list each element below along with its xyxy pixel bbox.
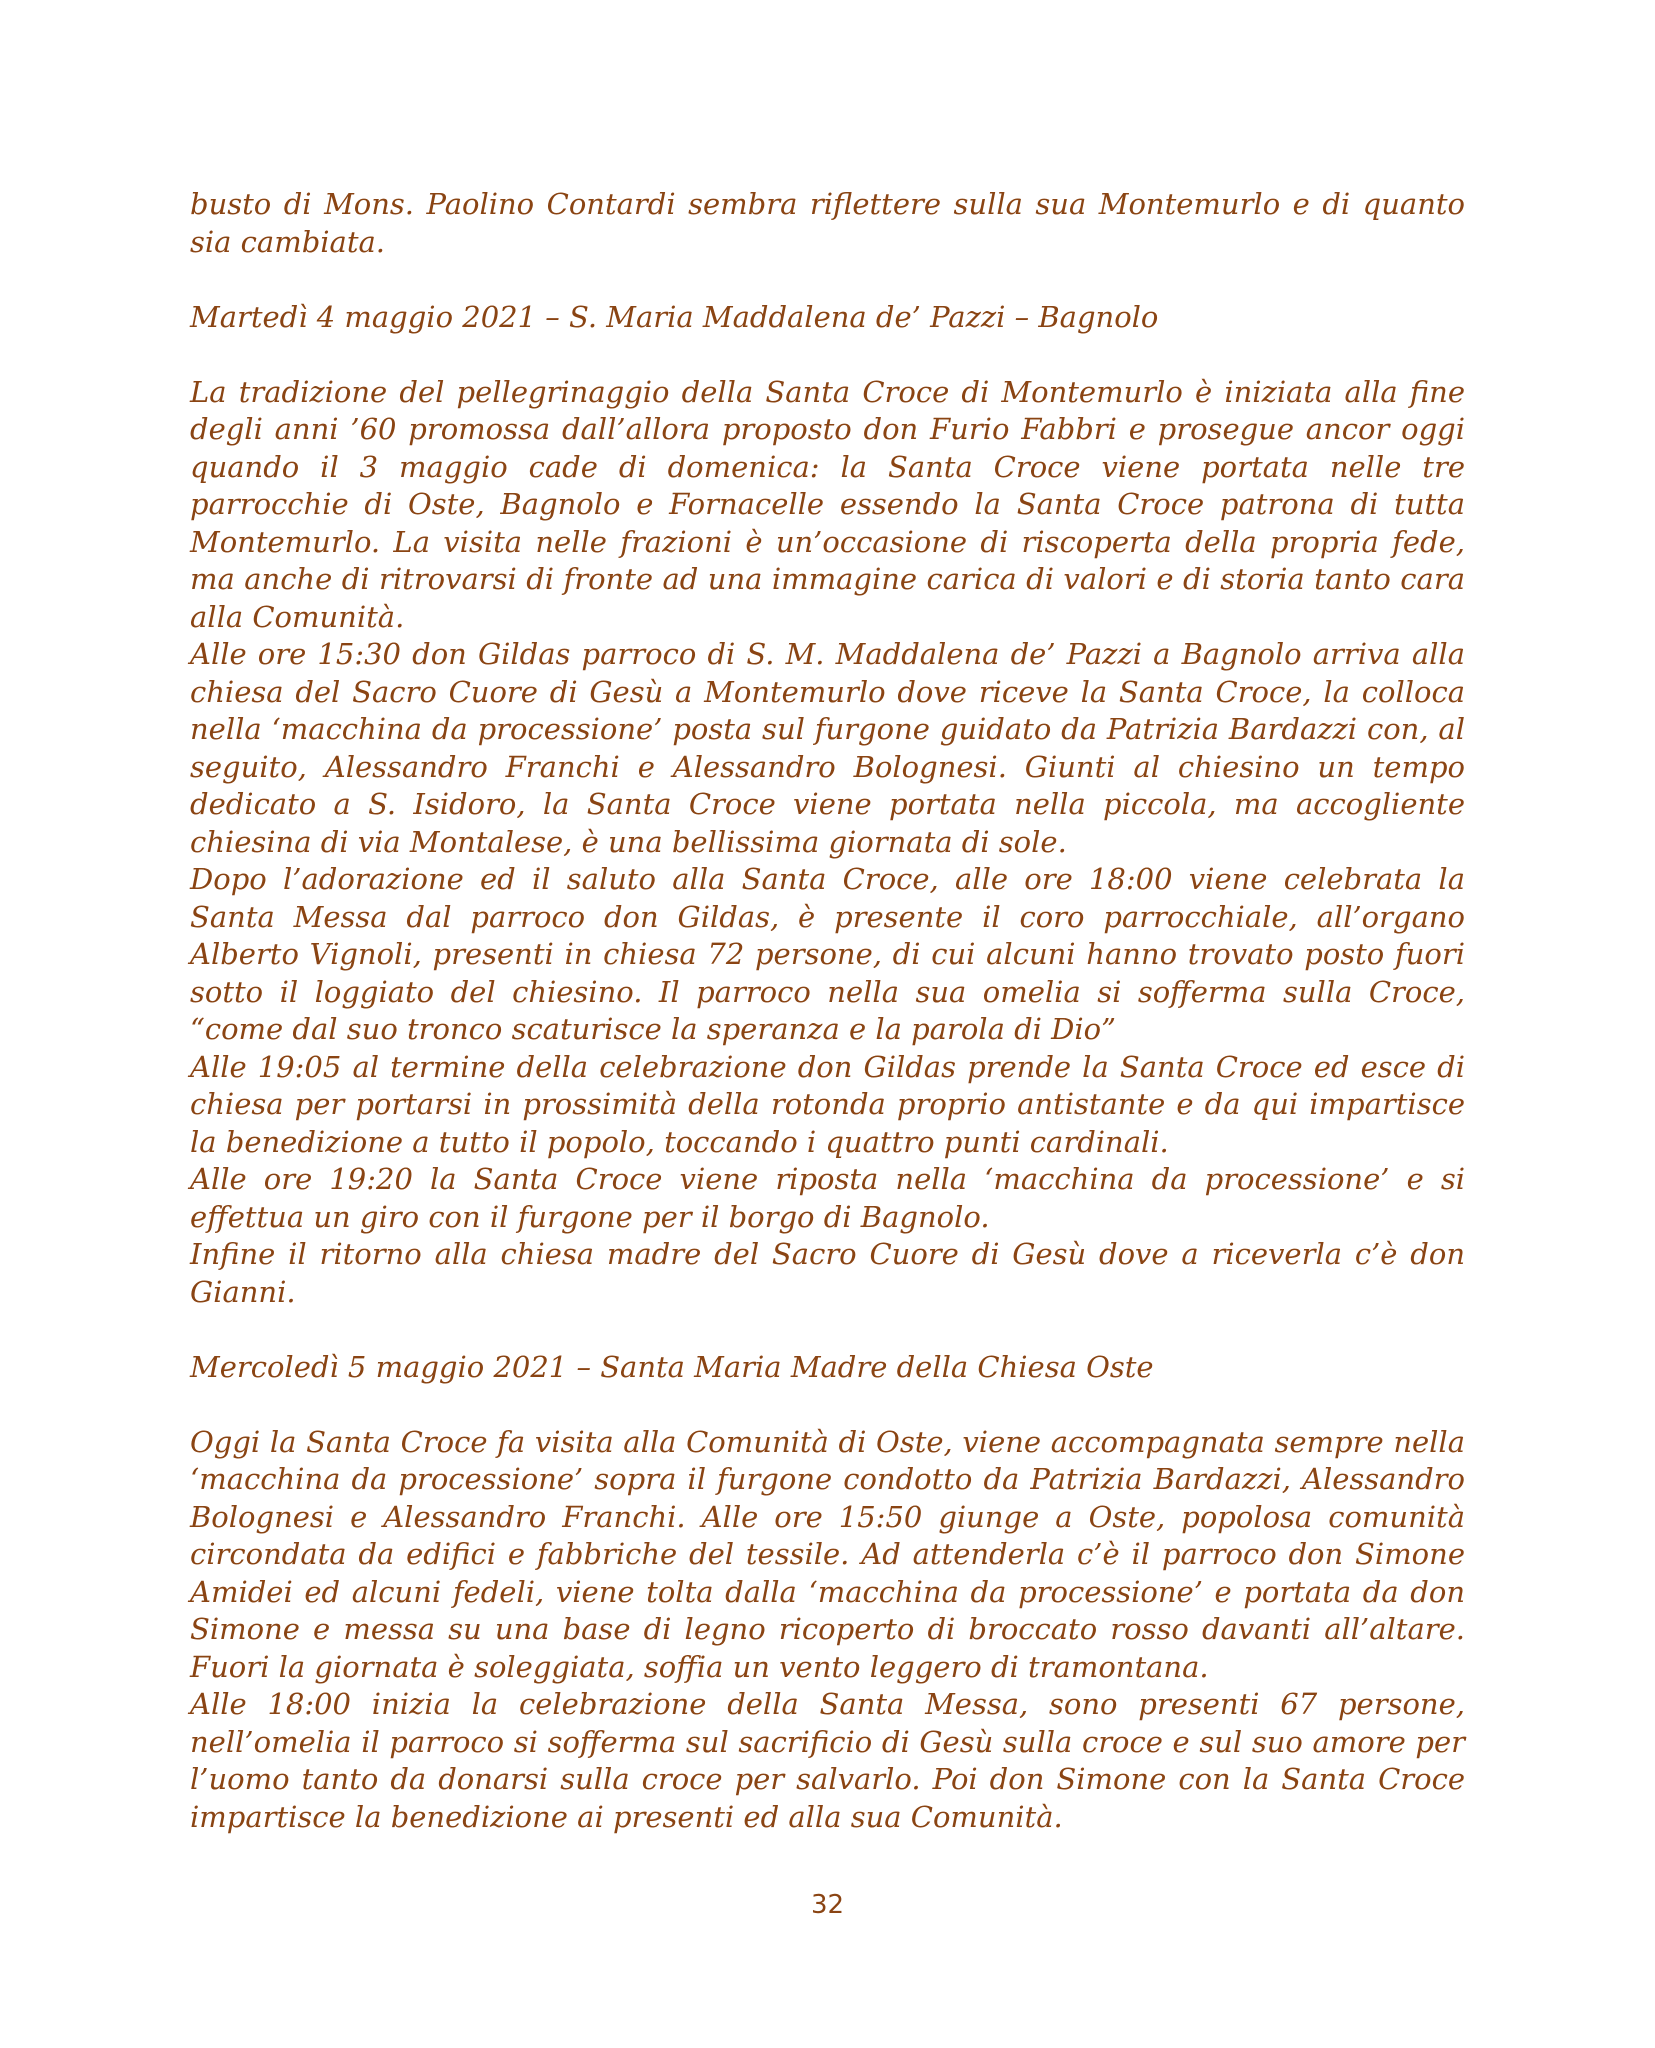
paragraph-gap	[190, 1386, 1465, 1424]
intro-paragraph: busto di Mons. Paolino Contardi sembra riflettere sulla sua Montemurlo e di quanto sia cambiata.	[190, 187, 1465, 259]
page-number: 32	[810, 1890, 845, 1920]
section-1-paragraph: Alle 19:05 al termine della celebrazione don Gildas prende la Santa Croce ed esce di chiesa per portarsi in prossimità della rotonda proprio antistante e da qui impartisce la benedizione a tutto il popolo, toccando i quattro punti cardinali.	[190, 1049, 1465, 1159]
section-heading-tuesday: Martedì 4 maggio 2021 – S. Maria Maddalena de’ Pazzi – Bagnolo	[190, 299, 1159, 334]
paragraph-gap	[190, 336, 1465, 374]
document-body	[190, 186, 1465, 1836]
section-1-paragraph: Dopo l’adorazione ed il saluto alla Santa Croce, alle ore 18:00 viene celebrata la Santa Messa dal parroco don Gildas, è presente il coro parrocchiale, all’organo Alberto Vignoli, presenti in chiesa 72 persone, di cui alcuni hanno trovato posto fuori sotto il loggiato del chiesino. Il parroco nella sua omelia si sofferma sulla Croce, “come dal suo tronco scaturisce la speranza e la parola di Dio”	[190, 862, 1465, 1046]
section-heading-wednesday: Mercoledì 5 maggio 2021 – Santa Maria Madre della Chiesa Oste	[190, 1349, 1154, 1384]
section-2-paragraph: Alle 18:00 inizia la celebrazione della Santa Messa, sono presenti 67 persone, nell’omelia il parroco si sofferma sul sacrificio di Gesù sulla croce e sul suo amore per l’uomo tanto da donarsi sulla croce per salvarlo. Poi don Simone con la Santa Croce impartisce la benedizione ai presenti ed alla sua Comunità.	[190, 1687, 1465, 1834]
section-1-paragraph: La tradizione del pellegrinaggio della Santa Croce di Montemurlo è iniziata alla fine degli anni ’60 promossa dall’allora proposto don Furio Fabbri e prosegue ancor oggi quando il 3 maggio cade di domenica: la Santa Croce viene portata nelle tre parrocchie di Oste, Bagnolo e Fornacelle essendo la Santa Croce patrona di tutta Montemurlo. La visita nelle frazioni è un’occasione di riscoperta della propria fede, ma anche di ritrovarsi di fronte ad una immagine carica di valori e di storia tanto cara alla Comunità.	[190, 374, 1465, 634]
section-1-paragraph: Alle ore 15:30 don Gildas parroco di S. M. Maddalena de’ Pazzi a Bagnolo arriva alla chiesa del Sacro Cuore di Gesù a Montemurlo dove riceve la Santa Croce, la colloca nella ‘macchina da processione’ posta sul furgone guidato da Patrizia Bardazzi con, al seguito, Alessandro Franchi e Alessandro Bolognesi. Giunti al chiesino un tempo dedicato a S. Isidoro, la Santa Croce viene portata nella piccola, ma accogliente chiesina di via Montalese, è una bellissima giornata di sole.	[190, 637, 1465, 859]
paragraph-gap	[190, 1311, 1465, 1349]
section-1-paragraph: Alle ore 19:20 la Santa Croce viene riposta nella ‘macchina da processione’ e si effettua un giro con il furgone per il borgo di Bagnolo.	[190, 1162, 1465, 1234]
paragraph-gap	[190, 261, 1465, 299]
section-1-paragraph: Infine il ritorno alla chiesa madre del Sacro Cuore di Gesù dove a riceverla c’è don Gianni.	[190, 1237, 1465, 1309]
section-2-paragraph: Oggi la Santa Croce fa visita alla Comunità di Oste, viene accompagnata sempre nella ‘macchina da processione’ sopra il furgone condotto da Patrizia Bardazzi, Alessandro Bolognesi e Alessandro Franchi. Alle ore 15:50 giunge a Oste, popolosa comunità circondata da edifici e fabbriche del tessile. Ad attenderla c’è il parroco don Simone Amidei ed alcuni fedeli, viene tolta dalla ‘macchina da processione’ e portata da don Simone e messa su una base di legno ricoperto di broccato rosso davanti all’altare. Fuori la giornata è soleggiata, soffia un vento leggero di tramontana.	[190, 1424, 1465, 1684]
